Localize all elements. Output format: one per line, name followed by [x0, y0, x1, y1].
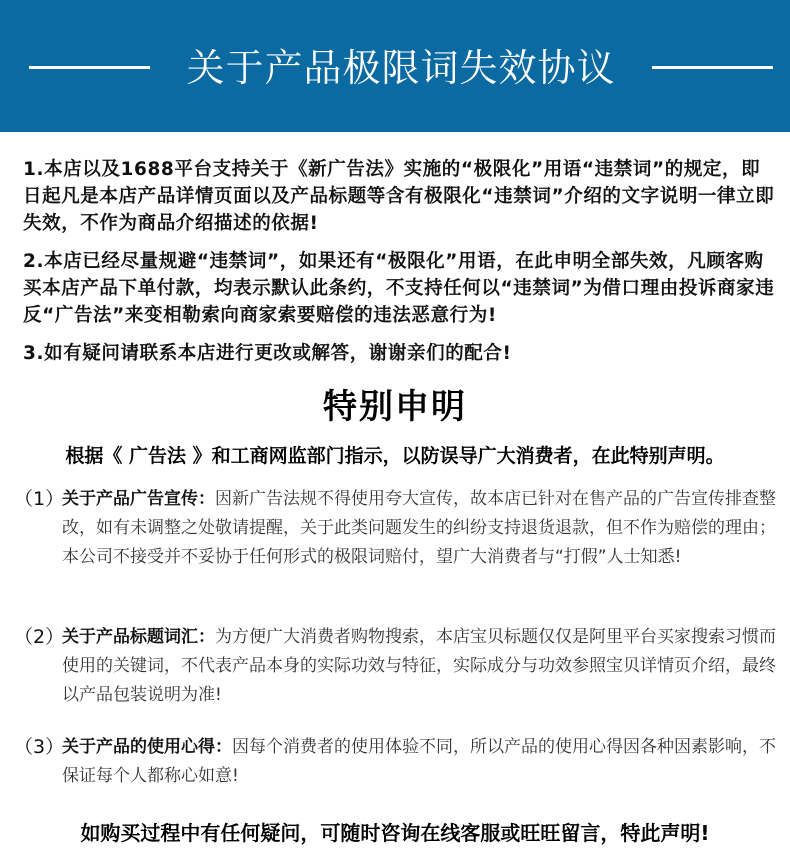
special-statement-heading: 特别申明 — [323, 387, 467, 427]
clause-number: （1） — [14, 488, 65, 510]
clause-usage-experience — [14, 733, 780, 791]
clause-number: （3） — [14, 736, 65, 758]
agreement-item-2: 2.本店已经尽量规避“违禁词”，如果还有“极限化”用语，在此申明全部失效，凡顾客购买本店产品下单付款，均表示默认此条约，不支持任何以“违禁词”为借口理由投诉商家违反“广告法”来变相勒索向商家索要赔偿的违法恶意行为! — [23, 251, 775, 326]
clause-label: 关于产品的使用心得： — [62, 737, 232, 757]
agreement-section — [23, 156, 775, 367]
clause-text: 为方便广大消费者购物搜索，本店宝贝标题仅仅是阿里平台买家搜索习惯而使用的关键词，不代表产品本身的实际功效与特征，实际成分与功效参照宝贝详情页介绍，最终以产品包装说明为准! — [62, 627, 776, 705]
header-banner — [0, 0, 790, 132]
agreement-item-3: 3.如有疑问请联系本店进行更改或解答，谢谢亲们的配合! — [23, 343, 512, 364]
clause-text: 因新广告法规不得使用夸大宣传，故本店已针对在售产品的广告宣传排查整改，如有未调整之处敬请提醒，关于此类问题发生的纠纷支持退货退款，但不作为赔偿的理由；本公司不接受并不妥协于任何形式的极限词赔付，望广大消费者与“打假”人士知悉! — [62, 489, 776, 567]
footer-note: 如购买过程中有任何疑问，可随时咨询在线客服或旺旺留言，特此声明! — [80, 821, 710, 845]
clause-label: 关于产品标题词汇： — [62, 627, 215, 647]
header-left-rule — [29, 66, 150, 69]
clause-advertising — [14, 485, 780, 572]
agreement-item-1: 1.本店以及1688平台支持关于《新广告法》实施的“极限化”用语“违禁词”的规定，即日起凡是本店产品详情页面以及产品标题等含有极限化“违禁词”介绍的文字说明一律立即失效，不作为商品介绍描述的依据! — [23, 159, 775, 234]
clause-number: （2） — [14, 626, 65, 648]
header-right-rule — [652, 66, 773, 69]
clause-title-keywords — [14, 623, 780, 710]
clause-label: 关于产品广告宣传： — [62, 489, 215, 509]
special-statement-subtitle: 根据《 广告法 》和工商网监部门指示，以防误导广大消费者，在此特别声明。 — [65, 445, 725, 467]
clause-text: 因每个消费者的使用体验不同，所以产品的使用心得因各种因素影响，不保证每个人都称心如意! — [62, 737, 776, 786]
page-title: 关于产品极限词失效协议 — [186, 46, 616, 90]
